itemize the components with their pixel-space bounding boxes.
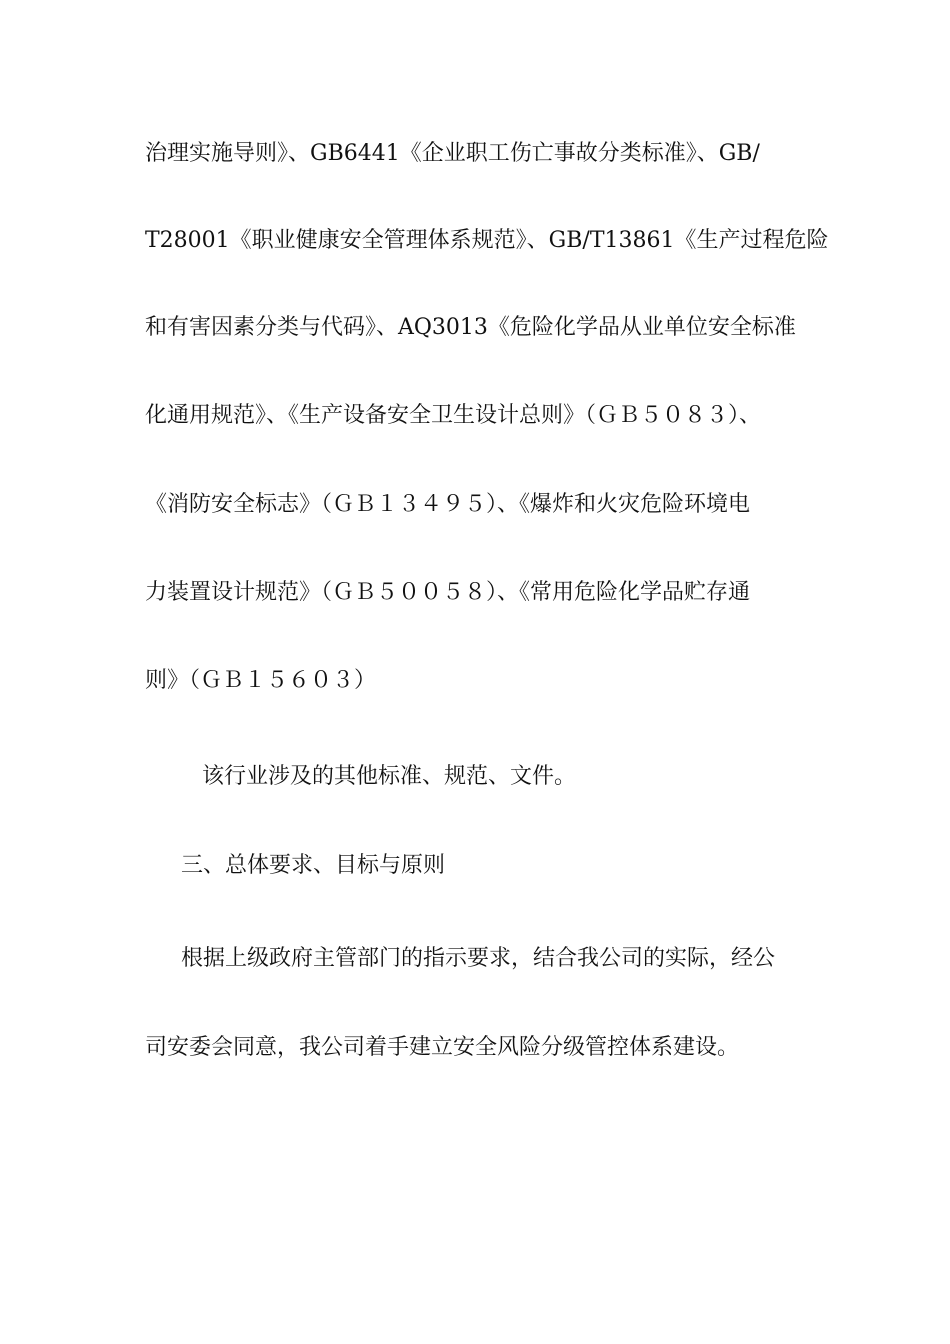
text-line-11: 司安委会同意，我公司着手建立安全风险分级管控体系建设。 (145, 1035, 740, 1060)
text-line-1: 治理实施导则》、GB6441《企业职工伤亡事故分类标准》、GB/ (145, 141, 760, 166)
text-line-5: 《消防安全标志》（ＧＢ１３４９５）、《爆炸和火灾危险环境电 (145, 492, 751, 517)
text-line-4: 化通用规范》、《生产设备安全卫生设计总则》（ＧＢ５０８３）、 (145, 403, 762, 428)
text-line-3: 和有害因素分类与代码》、AQ3013《危险化学品从业单位安全标准 (145, 315, 796, 340)
section-heading: 三、总体要求、目标与原则 (181, 853, 446, 878)
text-line-7: 则》（ＧＢ１５６０３） (145, 668, 377, 693)
paragraph-other-standards: 该行业涉及的其他标准、规范、文件。 (202, 764, 577, 789)
text-line-2: T28001《职业健康安全管理体系规范》、GB/T13861《生产过程危险 (145, 228, 829, 253)
text-line-6: 力装置设计规范》（ＧＢ５００５８）、《常用危险化学品贮存通 (145, 580, 751, 605)
text-line-10: 根据上级政府主管部门的指示要求，结合我公司的实际，经公 (181, 946, 776, 971)
